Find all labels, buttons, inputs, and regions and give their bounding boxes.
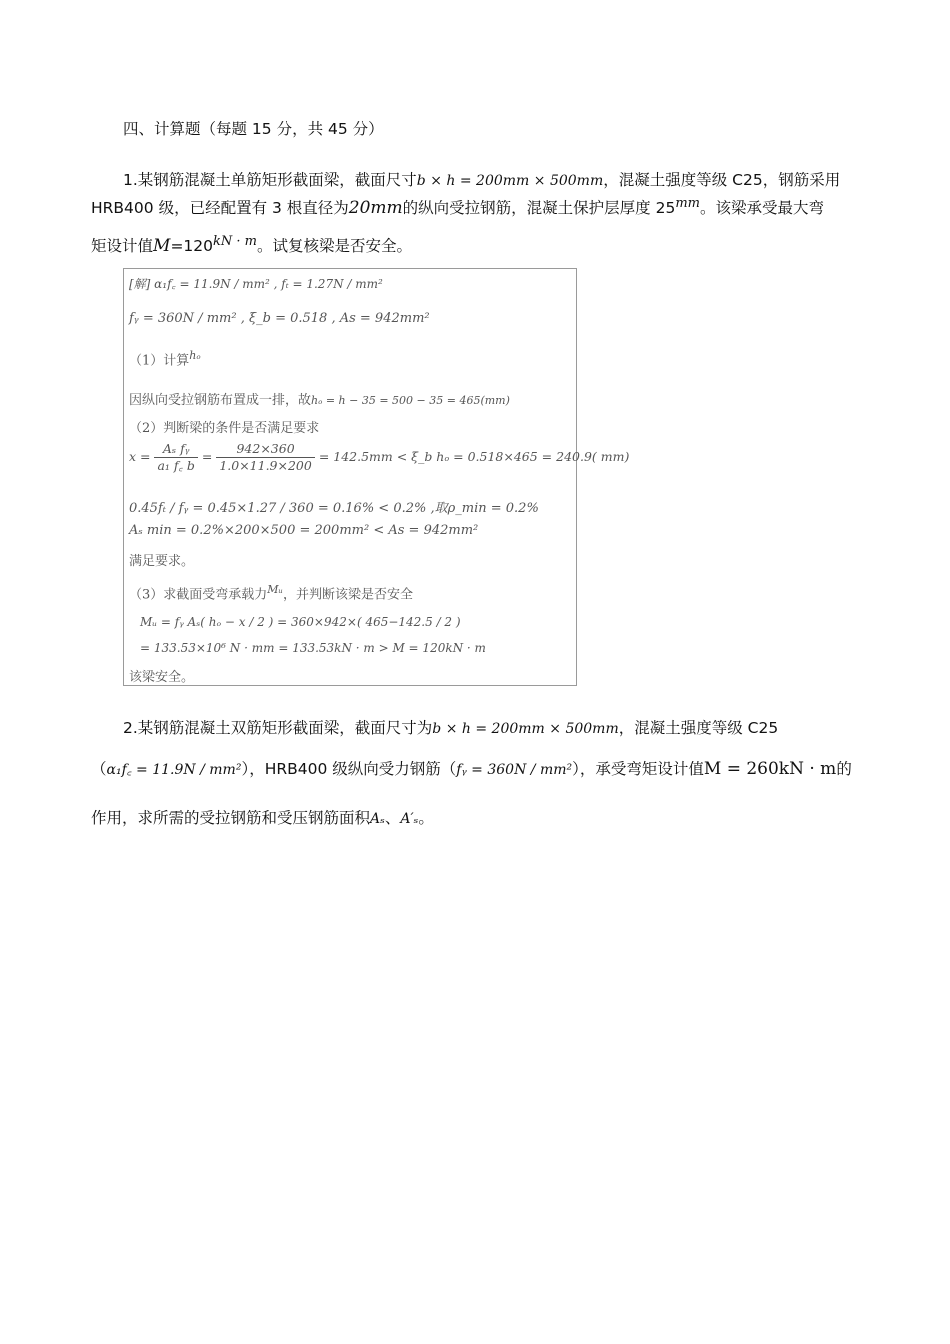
formula-x-check: = 142.5mm < ξ_b hₒ = 0.518×465 = 240.9( mm) [318,449,630,464]
q1-text: 1.某钢筋混凝土单筋矩形截面梁，截面尺寸 [123,171,417,189]
fraction-symbolic: $\frac{\text{Aₛ fᵧ}}{\text{a₁ f꜀ b}}$ [154,441,197,474]
q2-concrete-strength: α₁f꜀ = 11.9N / mm² [106,762,242,778]
q1-moment-unit: kN · m [213,234,257,249]
solution-line-9: 满足要求。 [129,554,195,569]
solution-line-6: x = $\frac{\text{Aₛ fᵧ}}{\text{a₁ f꜀ b}}$ = $\frac{942\times 360}{1.0\times 11.9\times 200}$ = 142.5mm < ξ_b hₒ = 0.518×465 = 240.9( mm) [129,441,630,473]
solution-line-10 [129,583,413,602]
q2-line-3 [91,808,434,829]
formula-x: x = [129,449,151,464]
solution-line-12: = 133.53×10⁶ N · mm = 133.53kN · m > M = 120kN · m [140,641,486,655]
q1-line-2 [91,194,824,218]
symbol-as-prime: A′ₛ [400,811,419,827]
solution-step-1: （1）计算 [129,353,190,369]
formula-h0: hₒ = h − 35 = 500 − 35 = 465(mm) [311,394,510,407]
solution-line-8: Aₛ min = 0.2%×200×500 = 200mm² < As = 942mm² [129,523,479,538]
symbol-as: Aₛ [370,811,385,827]
solution-line-13: 该梁安全。 [129,670,195,685]
fraction-numeric: $\frac{942\times 360}{1.0\times 11.9\times 200}$ [216,441,315,474]
q2-text: ，混凝土强度等级 C25 [618,719,779,737]
q2-text: （ [91,760,107,778]
q2-text: 的 [836,760,852,778]
q2-text: 、 [384,809,401,827]
q1-diameter: 20mm [348,198,403,219]
solution-line-11: Mᵤ = fᵧ Aₛ( hₒ − x / 2 ) = 360×942×( 465−142.5 / 2 ) [140,615,461,629]
q1-moment-symbol: M [153,236,171,257]
section-title: 四、计算题（每题 15 分，共 45 分） [123,120,384,138]
q2-line-2 [91,759,852,780]
solution-line-2: fᵧ = 360N / mm² , ξ_b = 0.518 , As = 942mm² [129,311,430,326]
q2-line-1 [123,718,778,739]
q2-text: ），HRB400 级纵向受力钢筋（ [241,760,457,778]
q2-text: 作用，求所需的受拉钢筋和受压钢筋面积 [91,809,371,827]
q1-text: 。试复核梁是否安全。 [257,237,413,256]
q2-moment: M = 260kN · m [703,759,837,779]
solution-text: ，并判断该梁是否安全 [282,587,413,603]
symbol-mu: Mᵤ [267,583,283,596]
q1-line-3 [91,232,412,256]
solution-line-4 [129,389,510,408]
q1-text: =120 [170,237,214,256]
q2-dimension-formula: b × h = 200mm × 500mm [432,721,619,737]
solution-line-5: （2）判断梁的条件是否满足要求 [129,421,320,436]
solution-step-3: （3）求截面受弯承载力 [129,587,268,603]
q2-text: 2.某钢筋混凝土双筋矩形截面梁，截面尺寸为 [123,719,433,737]
q1-unit: mm [675,196,700,211]
q2-steel-strength: fᵧ = 360N / mm² [456,762,573,778]
q2-text: 。 [418,809,434,827]
solution-line-3 [129,349,201,368]
q1-text: HRB400 级，已经配置有 3 根直径为 [91,199,349,218]
solution-line-1: [解] α₁f꜀ = 11.9N / mm² , fₜ = 1.27N / mm² [129,277,383,291]
q1-text: ，混凝土强度等级 C25，钢筋采用 [603,171,841,189]
q1-text: 矩设计值 [91,237,154,256]
q2-text: ），承受弯矩设计值 [572,760,704,778]
solution-image [123,268,630,686]
solution-text: 因纵向受拉钢筋布置成一排，故 [129,393,312,408]
q1-dimension-formula: b × h = 200mm × 500mm [416,173,604,189]
solution-line-7: 0.45fₜ / fᵧ = 0.45×1.27 / 360 = 0.16% < 0.2% ,取ρ_min = 0.2% [129,501,539,516]
symbol-h0: hₒ [189,349,201,362]
q1-line-1 [123,170,840,191]
q1-text: 。该梁承受最大弯 [699,199,824,218]
q1-text: 的纵向受拉钢筋，混凝土保护层厚度 25 [402,199,676,218]
